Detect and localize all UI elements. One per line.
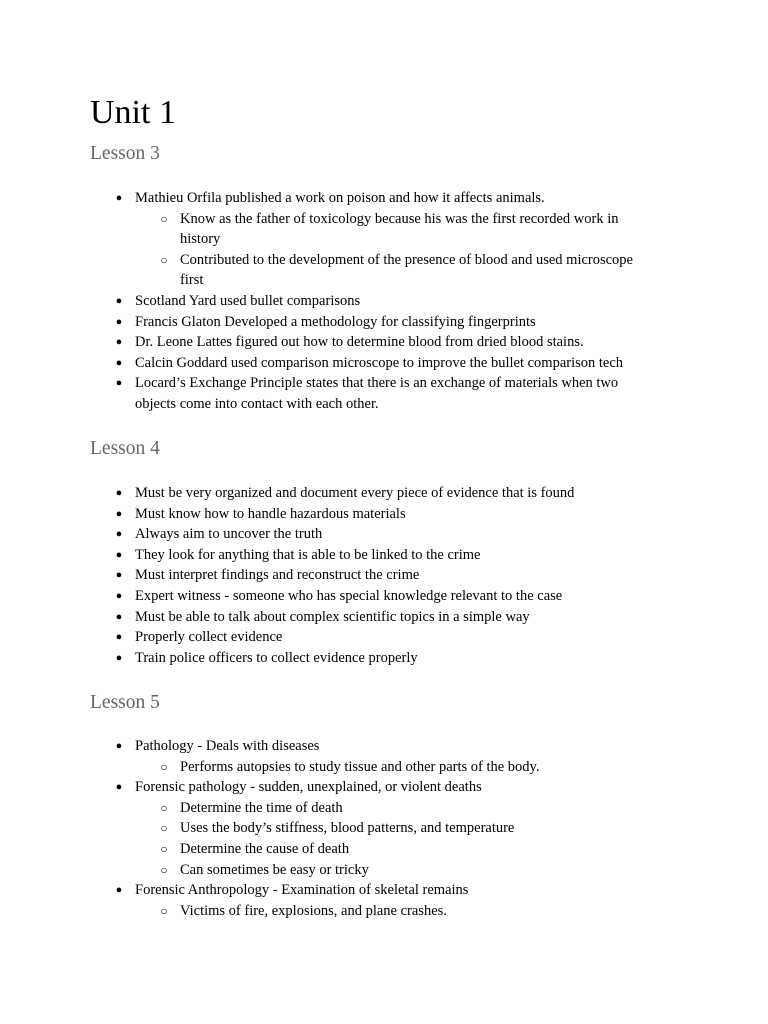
list-item bbox=[0, 736, 655, 777]
hollow-bullet-icon: ○ bbox=[160, 800, 168, 815]
list-item-text: Must interpret findings and reconstruct the crime bbox=[135, 567, 420, 584]
list-item bbox=[0, 483, 655, 504]
sub-list-item-text: Determine the time of death bbox=[180, 799, 343, 816]
filled-bullet-icon: ● bbox=[115, 631, 123, 644]
list-item bbox=[0, 648, 655, 669]
filled-bullet-icon: ● bbox=[115, 740, 123, 752]
sub-list bbox=[135, 798, 655, 880]
filled-bullet-icon: ● bbox=[115, 589, 123, 602]
sub-list-item bbox=[0, 839, 658, 860]
hollow-bullet-icon: ○ bbox=[160, 252, 168, 267]
list-item-text: Forensic Anthropology - Examination of skeletal remains bbox=[135, 882, 469, 899]
list-item bbox=[0, 777, 655, 880]
list-item-text: Must know how to handle hazardous materials bbox=[135, 505, 406, 522]
hollow-bullet-icon: ○ bbox=[160, 862, 168, 877]
sub-list-item bbox=[0, 818, 658, 839]
sub-list-item bbox=[0, 757, 658, 778]
list-item bbox=[0, 291, 655, 312]
list-item bbox=[0, 627, 655, 648]
sub-list bbox=[135, 901, 655, 922]
sub-list-item bbox=[0, 250, 658, 291]
lesson-5-heading: Lesson 5 bbox=[90, 692, 160, 713]
hollow-bullet-icon: ○ bbox=[160, 211, 168, 226]
filled-bullet-icon: ● bbox=[115, 569, 123, 582]
sub-list-item-text: Can sometimes be easy or tricky bbox=[180, 861, 369, 878]
list-item-text: They look for anything that is able to be linked to the crime bbox=[135, 546, 481, 563]
sub-list-item bbox=[0, 901, 658, 922]
list-item bbox=[0, 586, 655, 607]
list-item-text: Train police officers to collect evidence properly bbox=[135, 649, 418, 666]
list-item bbox=[0, 565, 655, 586]
sub-list-item-text: Contributed to the development of the presence of blood and used microscope first bbox=[180, 251, 633, 289]
sub-list-item bbox=[0, 209, 658, 250]
list-item bbox=[0, 504, 655, 525]
list-item bbox=[0, 545, 655, 566]
list-item-text: Always aim to uncover the truth bbox=[135, 526, 323, 543]
list-item bbox=[0, 312, 655, 333]
list-item-text: Calcin Goddard used comparison microscope to improve the bullet comparison tech bbox=[135, 354, 624, 371]
list-item-text: Must be able to talk about complex scientific topics in a simple way bbox=[135, 608, 530, 625]
filled-bullet-icon: ● bbox=[115, 610, 123, 623]
sub-list-item bbox=[0, 798, 658, 819]
filled-bullet-icon: ● bbox=[115, 377, 123, 390]
list-item-text: Mathieu Orfila published a work on poison and how it affects animals. bbox=[135, 190, 545, 206]
document-title: Unit 1 bbox=[90, 94, 176, 131]
filled-bullet-icon: ● bbox=[115, 294, 123, 307]
list-item-text: Properly collect evidence bbox=[135, 629, 283, 646]
list-item-text: Expert witness - someone who has special knowledge relevant to the case bbox=[135, 587, 563, 604]
filled-bullet-icon: ● bbox=[115, 336, 123, 349]
filled-bullet-icon: ● bbox=[115, 548, 123, 561]
lesson-3-heading: Lesson 3 bbox=[90, 143, 160, 164]
filled-bullet-icon: ● bbox=[115, 192, 123, 204]
filled-bullet-icon: ● bbox=[115, 356, 123, 369]
list-item bbox=[0, 188, 655, 291]
sub-list-item-text: Uses the body’s stiffness, blood patterns, and temperature bbox=[180, 820, 515, 837]
sub-list-item-text: Victims of fire, explosions, and plane crashes. bbox=[180, 902, 447, 919]
list-item-text: Must be very organized and document every piece of evidence that is found bbox=[135, 485, 575, 501]
list-item-text: Forensic pathology - sudden, unexplained, or violent deaths bbox=[135, 779, 482, 796]
sub-list-item-text: Know as the father of toxicology because his was the first recorded work in history bbox=[180, 210, 619, 248]
list-item bbox=[0, 373, 655, 414]
list-item-text: Pathology - Deals with diseases bbox=[135, 738, 320, 754]
lesson-4-heading: Lesson 4 bbox=[90, 438, 160, 459]
list-item bbox=[0, 332, 655, 353]
sub-list-item-text: Determine the cause of death bbox=[180, 840, 350, 857]
list-item bbox=[0, 607, 655, 628]
list-item-text: Locard’s Exchange Principle states that there is an exchange of materials when two objects come into contact with each other. bbox=[135, 375, 619, 412]
list-item-text: Dr. Leone Lattes figured out how to determine blood from dried blood stains. bbox=[135, 334, 584, 351]
list-item bbox=[0, 880, 655, 921]
filled-bullet-icon: ● bbox=[115, 507, 123, 520]
filled-bullet-icon: ● bbox=[115, 528, 123, 541]
filled-bullet-icon: ● bbox=[115, 884, 123, 897]
sub-list-item bbox=[0, 860, 658, 881]
sub-list-item-text: Performs autopsies to study tissue and other parts of the body. bbox=[180, 758, 540, 775]
lesson-4-list bbox=[0, 483, 655, 668]
hollow-bullet-icon: ○ bbox=[160, 903, 168, 918]
filled-bullet-icon: ● bbox=[115, 315, 123, 328]
list-item bbox=[0, 524, 655, 545]
filled-bullet-icon: ● bbox=[115, 487, 123, 499]
list-item-text: Scotland Yard used bullet comparisons bbox=[135, 292, 361, 309]
filled-bullet-icon: ● bbox=[115, 651, 123, 664]
hollow-bullet-icon: ○ bbox=[160, 821, 168, 836]
hollow-bullet-icon: ○ bbox=[160, 841, 168, 856]
sub-list bbox=[135, 209, 655, 291]
list-item-text: Francis Glaton Developed a methodology for classifying fingerprints bbox=[135, 313, 536, 330]
filled-bullet-icon: ● bbox=[115, 781, 123, 794]
sub-list bbox=[135, 757, 655, 778]
hollow-bullet-icon: ○ bbox=[160, 759, 168, 774]
lesson-3-list bbox=[0, 188, 655, 415]
list-item bbox=[0, 353, 655, 374]
lesson-5-list bbox=[0, 736, 655, 921]
